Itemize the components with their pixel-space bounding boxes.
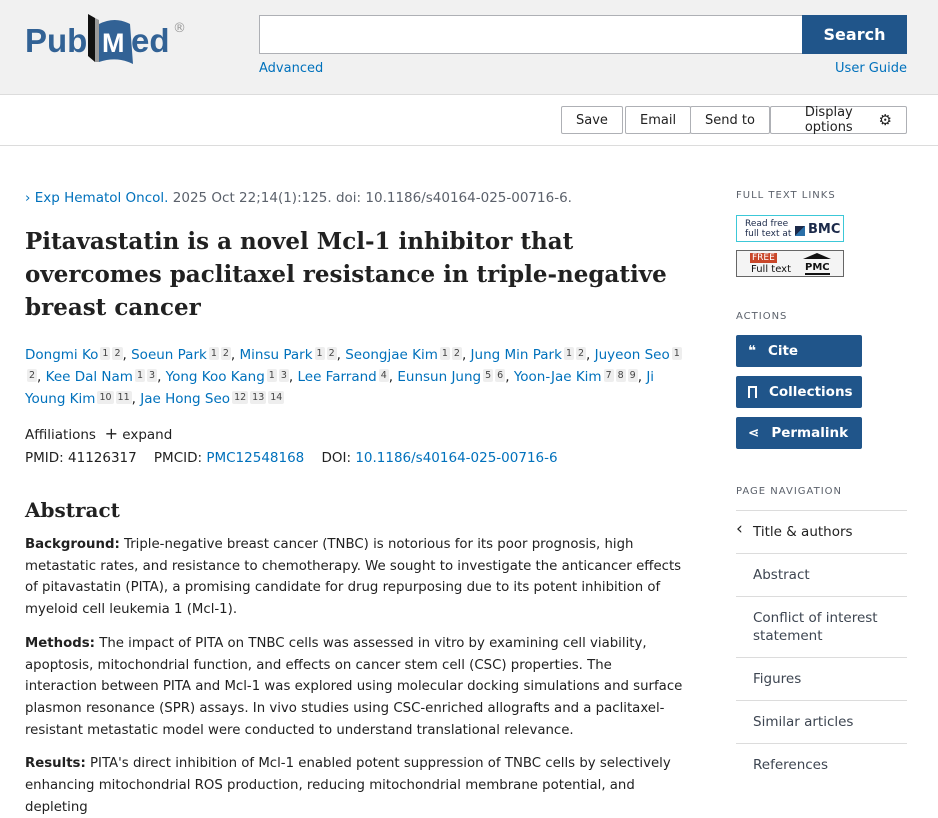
cite-label: Cite: [767, 343, 799, 359]
author: [397, 369, 505, 385]
bmc-brand: BMC: [808, 222, 841, 237]
author-link[interactable]: Seongjae Kim: [345, 347, 438, 363]
sidebar: [736, 190, 907, 786]
author-link[interactable]: Eunsun Jung: [397, 369, 482, 385]
author-link[interactable]: Juyeon Seo: [594, 347, 670, 363]
save-button[interactable]: Save: [561, 106, 623, 134]
abstract-section: [25, 633, 685, 742]
affiliation-ref[interactable]: 2: [222, 348, 229, 359]
author: [345, 347, 462, 363]
affiliations: [25, 423, 685, 446]
expand-affiliations-button[interactable]: [104, 424, 173, 443]
author-link[interactable]: Kee Dal Nam: [45, 369, 133, 385]
affiliation-ref[interactable]: 2: [29, 370, 36, 381]
bmc-logo-icon: [795, 226, 805, 236]
affiliation-ref[interactable]: 9: [629, 370, 636, 381]
permalink-label: Permalink: [771, 425, 849, 441]
expand-label: expand: [122, 427, 173, 443]
nav-item[interactable]: [736, 657, 907, 700]
pmc-building-icon: [803, 253, 831, 259]
nav-item[interactable]: [736, 553, 907, 596]
permalink-button[interactable]: [736, 417, 862, 449]
author-link[interactable]: Yong Koo Kang: [165, 369, 265, 385]
abstract-section: [25, 534, 685, 621]
abstract-section: [25, 753, 685, 818]
author-link[interactable]: Yoon-Jae Kim: [513, 369, 602, 385]
affiliation-ref[interactable]: 1: [673, 348, 680, 359]
page-navigation-heading: PAGE NAVIGATION: [736, 486, 842, 497]
affiliation-ref[interactable]: 3: [149, 370, 156, 381]
journal-link[interactable]: Exp Hematol Oncol.: [34, 190, 169, 206]
gear-icon: ⚙: [878, 111, 892, 129]
nav-label: Conflict of interest statement: [753, 610, 878, 644]
affiliation-ref[interactable]: 4: [380, 370, 387, 381]
author-link[interactable]: Dongmi Ko: [25, 347, 99, 363]
bookmark-icon: [748, 386, 757, 398]
search-input[interactable]: [259, 15, 803, 54]
article-toolbar: [0, 95, 938, 146]
doi-label: DOI:: [321, 450, 352, 466]
search-button[interactable]: Search: [802, 15, 907, 54]
author: [140, 391, 284, 407]
author-link[interactable]: Soeun Park: [131, 347, 207, 363]
pmcid-label: PMCID:: [153, 450, 203, 466]
full-text-label: Full text: [751, 264, 792, 275]
article-title: Pitavastatin is a novel Mcl-1 inhibitor that overcomes paclitaxel resistance in triple-negative breast cancer: [25, 228, 667, 321]
section-label: Results:: [25, 756, 86, 772]
citation-text: 2025 Oct 22;14(1):125. doi: 10.1186/s40164-025-00716-6.: [168, 190, 572, 206]
free-label: FREE: [752, 253, 775, 263]
collections-button[interactable]: [736, 376, 862, 408]
page-navigation: [736, 510, 907, 786]
site-header: [0, 0, 938, 95]
abstract-heading: Abstract: [25, 498, 120, 522]
affiliation-ref[interactable]: 5: [485, 370, 492, 381]
actions-heading: ACTIONS: [736, 311, 788, 322]
nav-item[interactable]: [736, 596, 907, 657]
section-label: Background:: [25, 537, 120, 552]
affiliations-label: Affiliations: [25, 427, 96, 443]
svg-text:ed: ed: [131, 22, 170, 59]
author: [240, 347, 337, 363]
affiliation-ref[interactable]: 3: [280, 370, 287, 381]
affiliation-ref[interactable]: 8: [617, 370, 624, 381]
section-text: Triple-negative breast cancer (TNBC) is notorious for its poor prognosis, high metastatic rates, and resistance to chemotherapy. We sought to investigate the anticancer effects of pitavastatin (PITA), a promising candidate for drug repurposing due to its potent inhibition of myeloid cell leukemia 1 (Mcl-1).: [25, 537, 682, 618]
affiliation-ref[interactable]: 10: [99, 392, 112, 403]
author: [514, 369, 638, 385]
chevron-left-icon: ‹: [736, 519, 743, 539]
cite-button[interactable]: [736, 335, 862, 367]
author: [166, 369, 289, 385]
author-link[interactable]: Ji Young Kim: [25, 369, 655, 407]
display-options-button[interactable]: [770, 106, 907, 134]
display-options-label: Display options: [804, 105, 853, 135]
affiliation-ref[interactable]: 2: [453, 348, 460, 359]
nav-label: Figures: [753, 671, 802, 687]
author-link[interactable]: Jung Min Park: [470, 347, 562, 363]
affiliation-ref[interactable]: 6: [497, 370, 504, 381]
pmid-label: PMID:: [25, 450, 64, 466]
nav-label: References: [753, 757, 829, 773]
affiliation-ref[interactable]: 13: [252, 392, 265, 403]
nav-item[interactable]: [736, 743, 907, 786]
nav-label: Similar articles: [753, 714, 854, 730]
bmc-full-text-link[interactable]: [736, 215, 844, 242]
affiliation-ref[interactable]: 1: [210, 348, 217, 359]
author: [131, 347, 231, 363]
journal-citation: [25, 190, 685, 206]
send-to-button[interactable]: Send to: [690, 106, 770, 134]
advanced-search-link[interactable]: Advanced: [259, 61, 324, 76]
affiliation-ref[interactable]: 12: [234, 392, 247, 403]
author: [25, 347, 123, 363]
affiliation-ref[interactable]: 1: [136, 370, 144, 381]
author: [297, 369, 388, 385]
author-link[interactable]: Lee Farrand: [297, 369, 377, 385]
article-identifiers: [25, 446, 685, 470]
pmc-full-text-link[interactable]: [736, 250, 844, 277]
author-link[interactable]: Jae Hong Seo: [140, 391, 231, 407]
plus-icon: +: [104, 424, 118, 443]
doi-link[interactable]: 10.1186/s40164-025-00716-6: [355, 450, 558, 466]
pmcid-link[interactable]: PMC12548168: [206, 450, 305, 466]
chevron-right-icon: ›: [25, 190, 31, 206]
author: [471, 347, 586, 363]
pmid-value: 41126317: [68, 450, 137, 466]
bmc-text: Read free full text at: [745, 219, 792, 239]
affiliation-ref[interactable]: 1: [268, 370, 275, 381]
section-text: PITA's direct inhibition of Mcl-1 enabled potent suppression of TNBC cells by selectively enhancing mitochondrial ROS production, reducing mitochondrial membrane potential, and depleting: [25, 756, 671, 815]
pmc-brand: PMC: [805, 262, 830, 273]
full-text-links-heading: FULL TEXT LINKS: [736, 190, 836, 201]
svg-text:®: ®: [173, 21, 186, 36]
section-text: The impact of PITA on TNBC cells was assessed in vitro by examining cell viability, apoptosis, mitochondrial function, and effects on cancer stem cell (CSC) properties. The interaction between PITA and Mcl-1 was explored using molecular docking simulations and surface plasmon resonance (SPR) assays. In vivo studies using CSC-enriched allografts and a paclitaxel-resistant metastatic model were conducted to understand translational relevance.: [25, 635, 683, 738]
abstract-body: [25, 534, 685, 818]
article-main: [25, 190, 685, 818]
affiliation-ref[interactable]: 14: [270, 392, 283, 403]
pubmed-logo[interactable]: [25, 12, 190, 67]
nav-item[interactable]: [736, 700, 907, 743]
quote-icon: ❝: [748, 343, 756, 359]
author: [46, 369, 157, 385]
affiliation-ref[interactable]: 1: [316, 348, 323, 359]
author-list: Dongmi Ko 1 2 , Soeun Park 1 2 , Minsu Park 1 2 , Seongjae Kim 1 2 , Jung Min Park 1 2 , Juyeon Seo 12 , Kee Dal Nam 1 3 , Yong Koo Kang 1 3 , Lee Farrand 4 , Eunsun Jung 5 6 , Yoon-Jae Kim 7 8 9 , Ji Young Kim 10 11 , Jae Hong Seo 12 13 14: [25, 347, 680, 407]
affiliation-ref[interactable]: 1: [102, 348, 109, 359]
affiliation-ref[interactable]: 2: [114, 348, 121, 359]
affiliation-ref[interactable]: 11: [117, 392, 130, 403]
affiliation-ref[interactable]: 2: [577, 348, 585, 359]
nav-label: Abstract: [753, 567, 810, 583]
affiliation-ref[interactable]: 2: [328, 348, 335, 359]
nav-item[interactable]: [736, 510, 907, 553]
share-icon: ⋖: [748, 425, 760, 441]
svg-text:Pub: Pub: [25, 22, 88, 59]
email-button[interactable]: Email: [625, 106, 691, 134]
section-label: Methods:: [25, 635, 95, 651]
affiliation-ref[interactable]: 7: [605, 370, 612, 381]
author-link[interactable]: Minsu Park: [239, 347, 313, 363]
svg-text:M: M: [102, 28, 125, 58]
affiliation-ref[interactable]: 1: [441, 348, 448, 359]
affiliation-ref[interactable]: 1: [565, 348, 572, 359]
collections-label: Collections: [769, 384, 853, 400]
nav-label: Title & authors: [753, 524, 853, 540]
user-guide-link[interactable]: User Guide: [835, 61, 907, 76]
